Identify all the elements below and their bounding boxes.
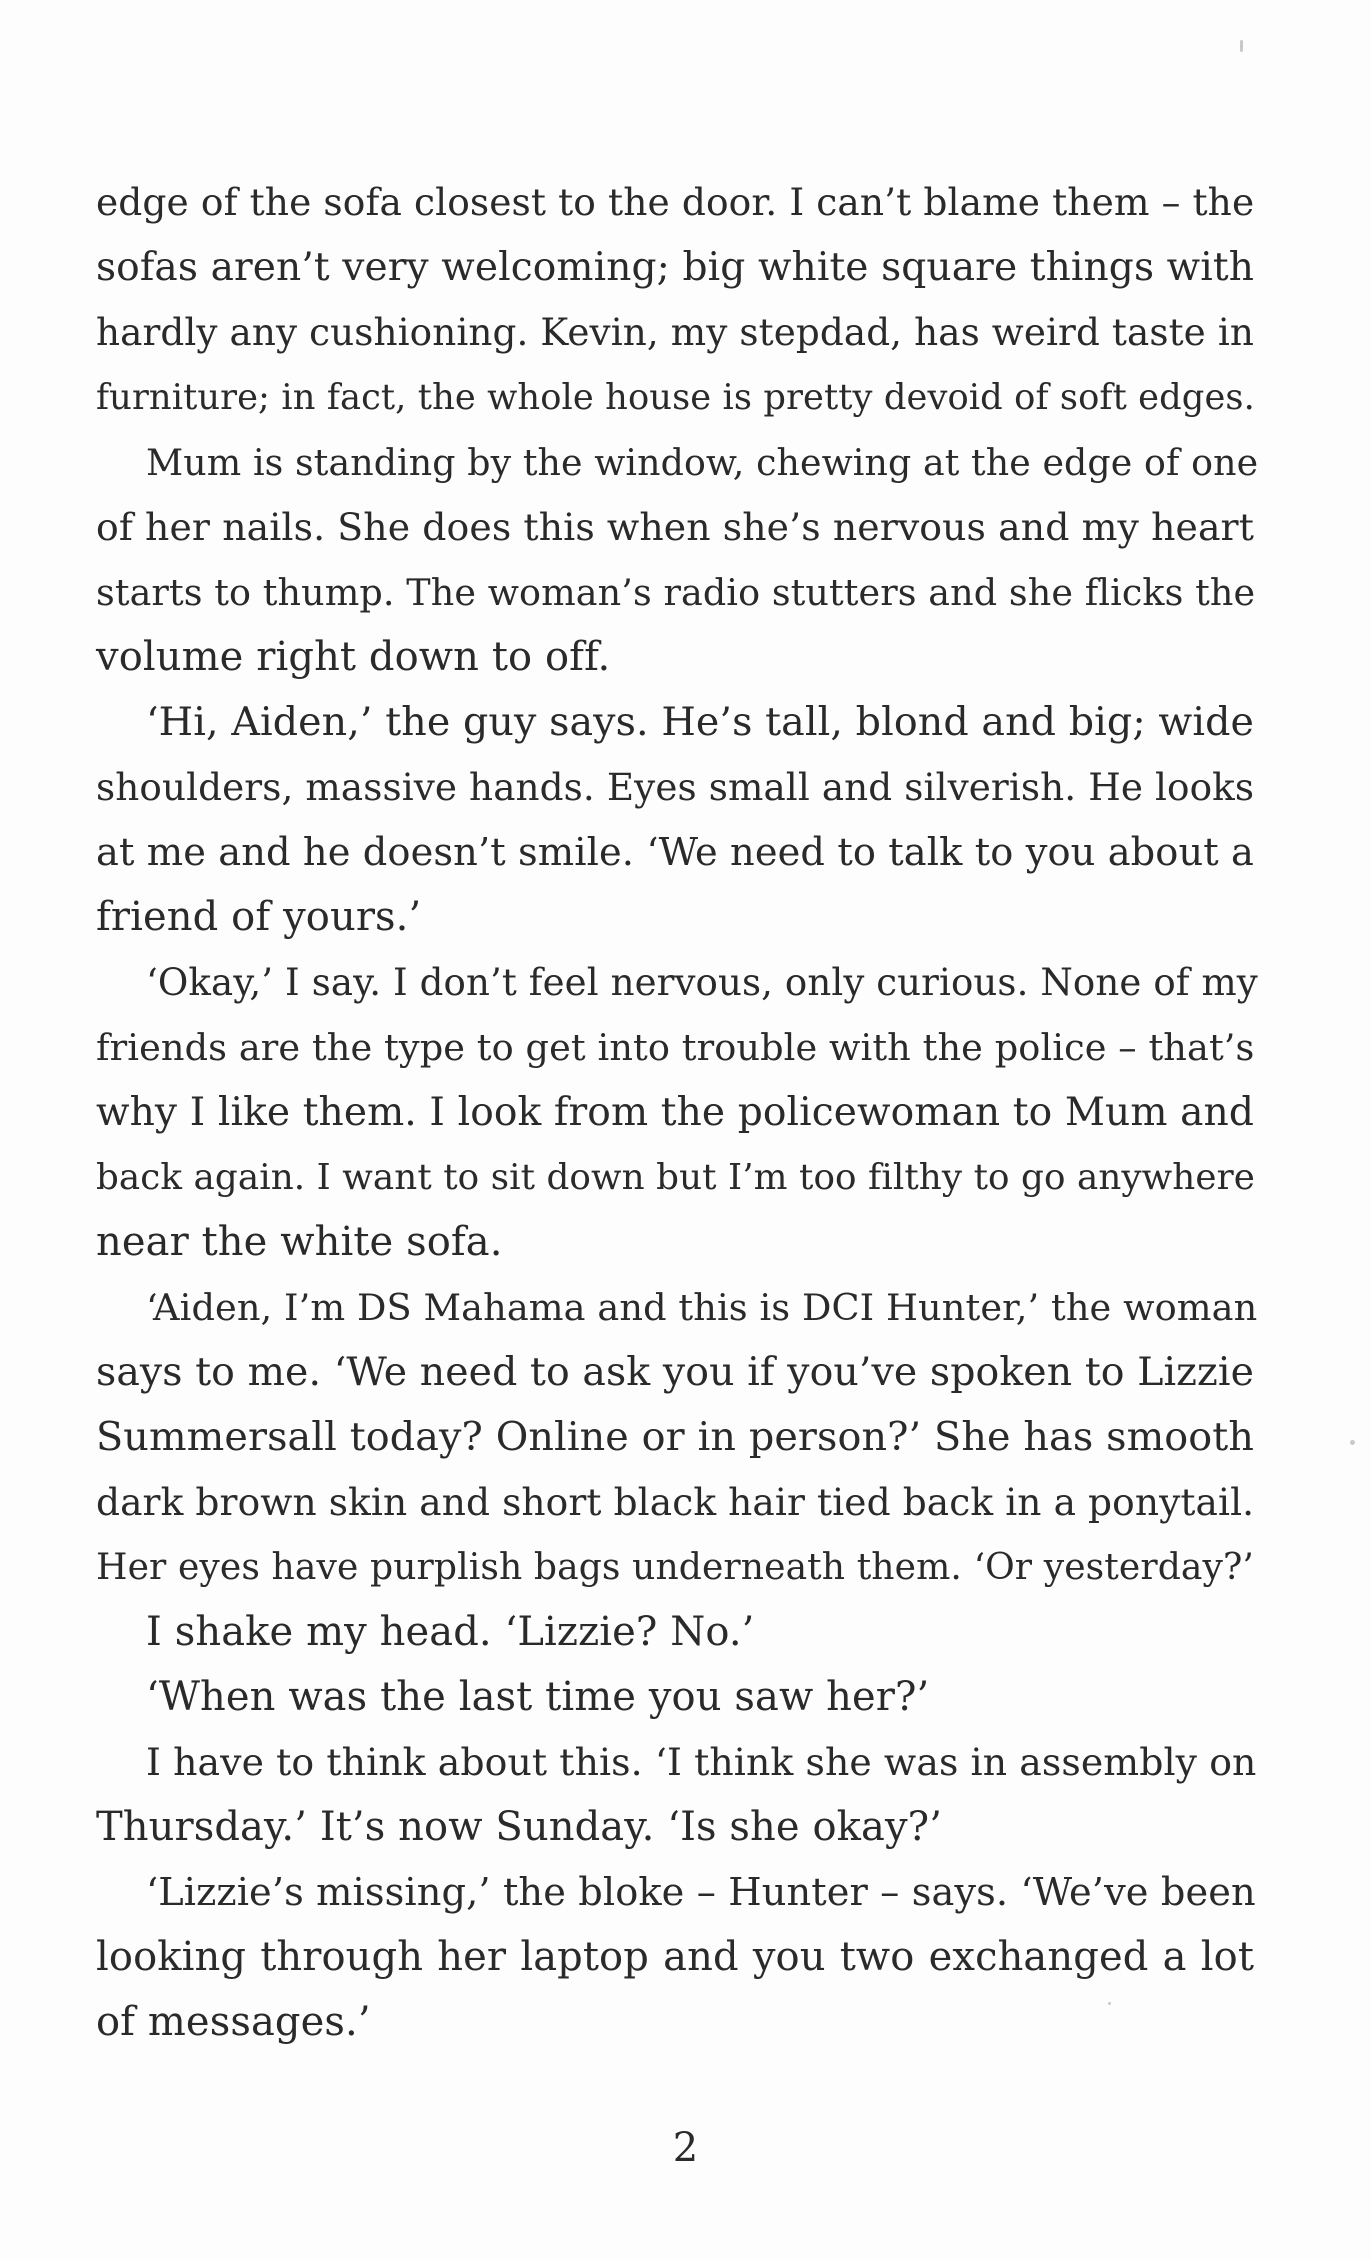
text-line: friend of yours.’ <box>96 894 422 940</box>
text-line: Her eyes have purplish bags underneath them. ‘Or yesterday?’ <box>96 1546 1254 1588</box>
text-line: at me and he doesn’t smile. ‘We need to talk to you about a <box>96 830 1254 875</box>
paper-speck <box>1108 2002 1111 2005</box>
text-line: Thursday.’ It’s now Sunday. ‘Is she okay?’ <box>96 1804 943 1850</box>
text-line: ‘Lizzie’s missing,’ the bloke – Hunter – says. ‘We’ve been <box>146 1870 1256 1915</box>
text-line: looking through her laptop and you two exchanged a lot <box>96 1934 1254 1980</box>
text-line: ‘When was the last time you saw her?’ <box>146 1674 930 1720</box>
text-line: shoulders, massive hands. Eyes small and silverish. He looks <box>96 765 1255 809</box>
text-line: Mum is standing by the window, chewing at the edge of one <box>146 441 1259 484</box>
page-number: 2 <box>672 2125 699 2171</box>
body-text <box>96 170 1259 2055</box>
text-line: furniture; in fact, the whole house is pretty devoid of soft edges. <box>96 377 1255 418</box>
text-line: hardly any cushioning. Kevin, my stepdad, has weird taste in <box>96 310 1254 354</box>
text-line: of her nails. She does this when she’s nervous and my heart <box>96 505 1254 549</box>
paper-speck <box>1240 40 1243 52</box>
text-line: sofas aren’t very welcoming; big white square things with <box>96 245 1254 290</box>
text-line: ‘Okay,’ I say. I don’t feel nervous, only curious. None of my <box>146 961 1258 1004</box>
text-line: ‘Aiden, I’m DS Mahama and this is DCI Hunter,’ the woman <box>146 1286 1258 1329</box>
text-line: edge of the sofa closest to the door. I can’t blame them – the <box>96 180 1255 224</box>
text-line: dark brown skin and short black hair tied back in a ponytail. <box>96 1480 1255 1524</box>
text-line: why I like them. I look from the policewoman to Mum and <box>96 1090 1254 1135</box>
text-line: ‘Hi, Aiden,’ the guy says. He’s tall, blond and big; wide <box>146 699 1255 745</box>
text-line: starts to thump. The woman’s radio stutters and she flicks the <box>96 571 1256 614</box>
text-line: of messages.’ <box>96 1999 371 2045</box>
text-line: volume right down to off. <box>96 634 611 680</box>
paper-speck <box>1350 1440 1355 1445</box>
text-line: I shake my head. ‘Lizzie? No.’ <box>146 1609 755 1655</box>
text-line: near the white sofa. <box>96 1219 503 1265</box>
text-line: back again. I want to sit down but I’m too filthy to go anywhere <box>96 1157 1255 1198</box>
text-line: Summersall today? Online or in person?’ She has smooth <box>96 1414 1254 1460</box>
text-line: I have to think about this. ‘I think she was in assembly on <box>146 1740 1257 1784</box>
text-line: says to me. ‘We need to ask you if you’ve spoken to Lizzie <box>96 1349 1254 1395</box>
text-line: friends are the type to get into trouble with the police – that’s <box>96 1026 1255 1069</box>
